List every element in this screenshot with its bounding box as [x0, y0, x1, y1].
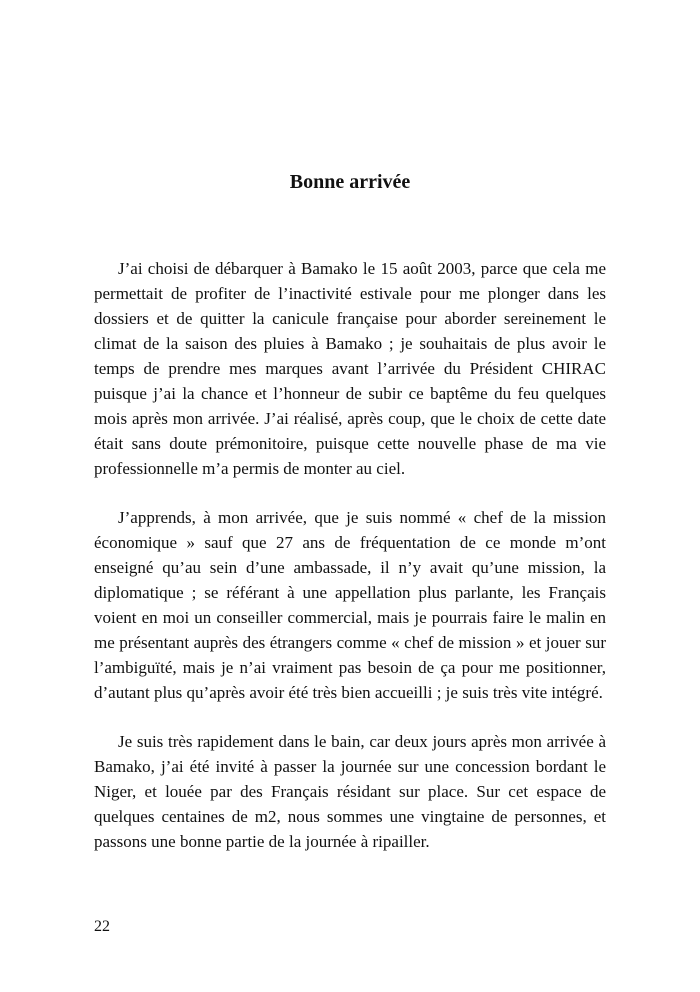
paragraph: J’apprends, à mon arrivée, que je suis nommé « chef de la mission économique » sauf que 27 ans de fréquentation de ce monde m’ont enseigné qu’au sein d’une ambassade, il n’y avait qu’une mission, la diplomatique ; se référant à une appellation plus parlante, les Français voient en moi un conseiller commercial, mais je pourrais faire le malin en me présentant auprès des étrangers comme « chef de mission » et jouer sur l’ambiguïté, mais je n’ai vraiment pas besoin de ça pour me positionner, d’autant plus qu’après avoir été très bien accueilli ; je suis très vite intégré.: [94, 508, 606, 702]
chapter-title: Bonne arrivée: [289, 171, 411, 193]
paragraph: J’ai choisi de débarquer à Bamako le 15 août 2003, parce que cela me permettait de profiter de l’inactivité estivale pour me plonger dans les dossiers et de quitter la canicule française pour aborder sereinement le climat de la saison des pluies à Bamako ; je souhaitais de plus avoir le temps de prendre mes marques avant l’arrivée du Président CHIRAC puisque j’ai la chance et l’honneur de subir ce baptême du feu quelques mois après mon arrivée. J’ai réalisé, après coup, que le choix de cette date était sans doute prémonitoire, puisque cette nouvelle phase de ma vie professionnelle m’a permis de monter au ciel.: [94, 259, 606, 478]
paragraph: Je suis très rapidement dans le bain, car deux jours après mon arrivée à Bamako, j’ai été invité à passer la journée sur une concession bordant le Niger, et louée par des Français résidant sur place. Sur cet espace de quelques centaines de m2, nous sommes une vingtaine de personnes, et passons une bonne partie de la journée à ripailler.: [94, 732, 606, 851]
body-text: [94, 256, 606, 878]
page-number: 22: [94, 918, 110, 935]
